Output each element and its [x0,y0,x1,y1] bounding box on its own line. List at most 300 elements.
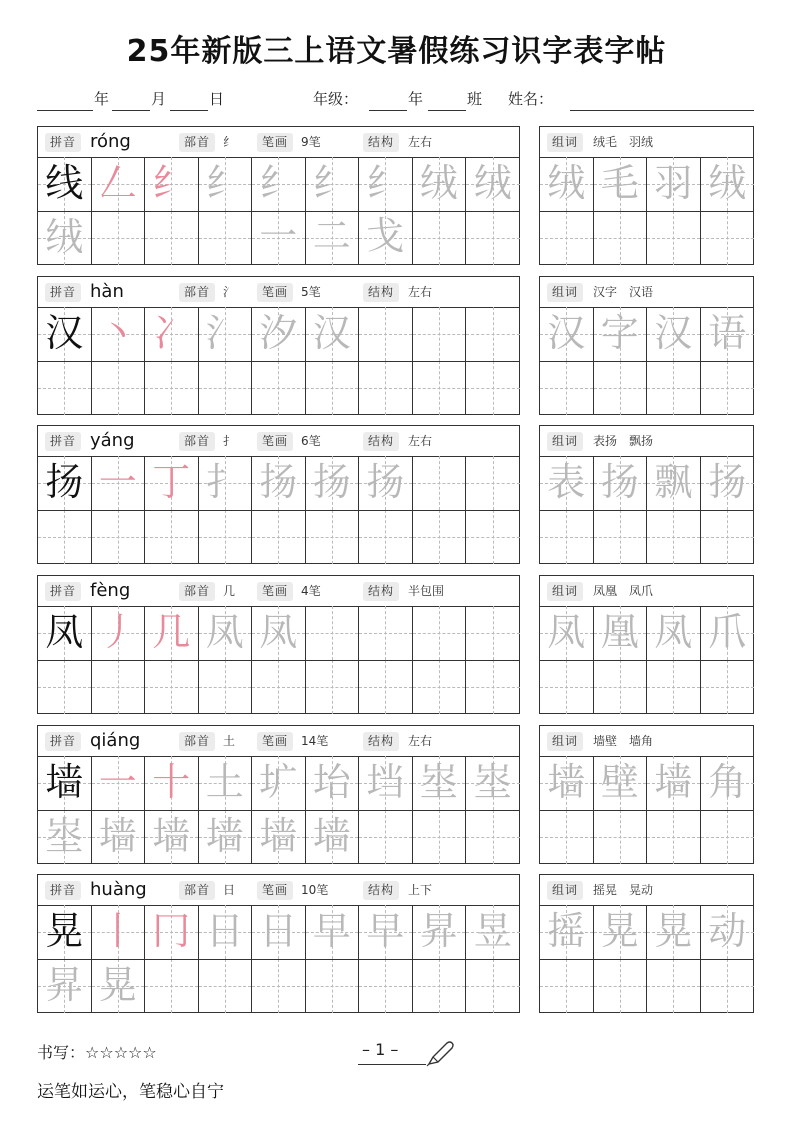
grid-cell[interactable] [413,606,467,660]
cell-guide-vertical [385,211,386,265]
grid-cell[interactable] [359,510,413,564]
rating-label: 书写：☆☆☆☆☆ [37,1043,157,1062]
cell-guide-vertical [225,510,226,564]
grid-cell[interactable] [359,810,413,864]
grid-cell[interactable] [199,905,253,959]
grid-cell[interactable] [594,660,648,714]
grid-cell[interactable] [540,756,594,810]
grid-cell[interactable] [306,905,360,959]
words-tag: 组词 [547,133,583,152]
character-block [0,575,793,715]
grid-cell[interactable] [701,905,755,959]
grid-cell[interactable] [413,510,467,564]
grid-cell[interactable] [145,157,199,211]
grid-cell[interactable] [145,361,199,415]
grid-cell[interactable] [647,810,701,864]
trace-character: 绒 [547,161,586,205]
grid-cell[interactable] [92,211,146,265]
structure-value: 上下 [408,883,433,897]
grid-cell[interactable] [413,810,467,864]
grid-cell[interactable] [145,307,199,361]
grid-cell[interactable] [252,307,306,361]
cell-guide-vertical [727,660,728,714]
model-character: 汉 [45,311,84,355]
radical-tag: 部首 [179,881,215,900]
grid-cell[interactable] [92,456,146,510]
character-info-header [38,576,519,607]
stroke-step-character: 丿 [98,610,137,654]
grid-cell[interactable] [199,456,253,510]
year-blank[interactable] [37,110,93,111]
grid-cell[interactable] [199,756,253,810]
character-info-header [38,726,519,757]
grid-cell[interactable] [466,307,520,361]
grid-cell[interactable] [701,810,755,864]
grid-cell[interactable] [199,157,253,211]
strokes-tag: 笔画 [257,732,293,751]
grid-cell[interactable] [466,456,520,510]
grid-cell[interactable] [92,660,146,714]
grid-row [540,660,753,714]
grid-cell[interactable] [38,810,92,864]
cell-guide-vertical [566,959,567,1013]
grid-cell[interactable] [145,905,199,959]
grid-cell[interactable] [145,510,199,564]
grid-cell[interactable] [252,606,306,660]
grid-cell[interactable] [252,905,306,959]
grid-cell[interactable] [647,905,701,959]
trace-character: 土 [205,760,244,804]
cell-guide-vertical [439,456,440,510]
trace-character: 绒 [419,161,458,205]
cell-guide-vertical [278,959,279,1013]
stroke-step-character: 𠃋 [98,161,137,205]
structure-value: 左右 [408,734,433,748]
trace-character: 日 [205,909,244,953]
grid-cell[interactable] [38,756,92,810]
cell-guide-vertical [171,361,172,415]
cell-guide-vertical [673,361,674,415]
grid-cell[interactable] [199,660,253,714]
trace-character: 墙 [547,760,586,804]
grid-cell[interactable] [647,307,701,361]
grid-cell[interactable] [413,456,467,510]
cell-guide-vertical [727,510,728,564]
day-blank[interactable] [170,110,208,111]
cell-guide-vertical [566,510,567,564]
cell-guide-vertical [566,810,567,864]
cell-guide-vertical [385,660,386,714]
grid-cell[interactable] [594,959,648,1013]
grid-cell[interactable] [145,211,199,265]
trace-character: 昇 [45,963,84,1007]
name-label: 姓名： [508,90,554,108]
grid-cell[interactable] [594,756,648,810]
grid-cell[interactable] [594,606,648,660]
grid-cell[interactable] [306,959,360,1013]
cell-guide-vertical [620,361,621,415]
grid-cell[interactable] [540,307,594,361]
grid-cell[interactable] [701,361,755,415]
strokes-value: 4笔 [301,584,321,598]
grid-cell[interactable] [466,606,520,660]
strokes-value: 10笔 [301,883,329,897]
class-label: 班 [467,90,483,108]
trace-character: 纟一 [259,161,298,258]
word-practice-box [539,874,754,1013]
grid-cell[interactable] [466,810,520,864]
grid-row [38,510,519,564]
grid-cell[interactable] [359,456,413,510]
cell-guide-vertical [493,810,494,864]
cell-guide-vertical [118,660,119,714]
trace-character: 角 [708,760,747,804]
grid-cell[interactable] [252,756,306,810]
grid-cell[interactable] [92,606,146,660]
grid-cell[interactable] [594,157,648,211]
grid-cell[interactable] [359,157,413,258]
grid-cell[interactable] [540,905,594,959]
grid-row [38,660,519,714]
grid-cell[interactable] [540,361,594,415]
cell-guide-vertical [64,660,65,714]
practice-grid-box [37,575,520,714]
info-row [0,88,793,114]
cell-guide-vertical [385,361,386,415]
grid-cell[interactable] [701,157,755,211]
radical-value: 土 [223,734,236,748]
grid-cell[interactable] [359,307,413,361]
word-header [540,726,753,757]
grid-cell[interactable] [92,810,146,864]
grid-cell[interactable] [359,959,413,1013]
grid-cell[interactable] [38,211,92,265]
strokes-value: 6笔 [301,434,321,448]
class-blank[interactable] [428,110,466,111]
grid-cell[interactable] [38,959,92,1013]
grid-cell[interactable] [540,157,594,211]
character-info-header [38,277,519,308]
grid-row [540,810,753,864]
grid-cell[interactable] [647,959,701,1013]
grid-cell[interactable] [306,307,360,361]
grid-cell[interactable] [701,756,755,810]
grid-cell[interactable] [359,660,413,714]
grid-cell[interactable] [199,810,253,864]
words-tag: 组词 [547,881,583,900]
grid-cell[interactable] [594,510,648,564]
pinyin-tag: 拼音 [45,133,81,152]
pinyin-value: fèng [90,580,131,601]
cell-guide-vertical [225,959,226,1013]
grid-row [540,756,753,810]
cell-guide-vertical [225,361,226,415]
grid-cell[interactable] [466,510,520,564]
grid-cell[interactable] [252,660,306,714]
grid-cell[interactable] [199,211,253,265]
trace-character: 早 [366,909,405,953]
grid-cell[interactable] [199,307,253,361]
grid-cell[interactable] [199,361,253,415]
grid-cell[interactable] [594,361,648,415]
trace-character: 墙 [312,814,351,858]
trace-character: 墙 [205,814,244,858]
grid-cell[interactable] [466,361,520,415]
grid-cell[interactable] [145,959,199,1013]
words-tag: 组词 [547,732,583,751]
grid-cell[interactable] [38,361,92,415]
grid-cell[interactable] [647,756,701,810]
cell-guide-vertical [225,211,226,265]
trace-character: 墙 [259,814,298,858]
grid-row-divider [38,660,519,661]
grid-cell[interactable] [413,660,467,714]
grid-cell[interactable] [413,361,467,415]
strokes-tag: 笔画 [257,283,293,302]
grid-cell[interactable] [306,510,360,564]
word-practice-box [539,575,754,714]
structure-tag: 结构 [363,133,399,152]
grid-cell[interactable] [540,456,594,510]
grid-cell[interactable] [145,756,199,810]
structure-tag: 结构 [363,732,399,751]
grid-cell[interactable] [306,606,360,660]
grid-cell[interactable] [92,510,146,564]
grid-cell[interactable] [413,157,467,211]
cell-guide-vertical [278,660,279,714]
grid-cell[interactable] [199,510,253,564]
structure-value: 左右 [408,135,433,149]
cell-guide-vertical [493,456,494,510]
character-block [0,425,793,565]
grid-cell[interactable] [466,211,520,265]
cell-guide-vertical [332,211,333,265]
grid-cell[interactable] [252,510,306,564]
cell-guide-vertical [493,660,494,714]
words-tag: 组词 [547,432,583,451]
character-block [0,874,793,1014]
grid-row-divider [540,810,753,811]
cell-guide-vertical [673,510,674,564]
cell-guide-vertical [439,361,440,415]
structure-tag: 结构 [363,432,399,451]
grid-cell[interactable] [701,660,755,714]
grade-year-label: 年 [408,90,424,108]
radical-value: 几 [223,584,236,598]
grid-cell[interactable] [540,211,594,265]
grid-cell[interactable] [594,211,648,265]
grid-cell[interactable] [38,307,92,361]
day-label: 日 [209,90,225,108]
grid-cell[interactable] [252,959,306,1013]
radical-value: 纟 [223,135,236,149]
cell-guide-vertical [566,211,567,265]
grid-cell[interactable] [38,157,92,211]
grid-row [540,905,753,959]
cell-guide-vertical [332,361,333,415]
radical-tag: 部首 [179,283,215,302]
strokes-tag: 笔画 [257,881,293,900]
grid-cell[interactable] [252,810,306,864]
words-value: 表扬 飘扬 [593,434,654,448]
grid-cell[interactable] [145,810,199,864]
grid-cell[interactable] [92,157,146,211]
grid-cell[interactable] [359,211,413,265]
grid-cell[interactable] [701,959,755,1013]
grid-cell[interactable] [92,905,146,959]
grid-cell[interactable] [647,211,701,265]
grid-row-divider [540,510,753,511]
cell-guide-vertical [385,307,386,361]
grid-cell[interactable] [92,756,146,810]
grid-cell[interactable] [540,606,594,660]
grid-cell[interactable] [466,905,520,959]
word-header [540,426,753,457]
grid-cell[interactable] [701,307,755,361]
grid-cell[interactable] [92,361,146,415]
grid-cell[interactable] [306,361,360,415]
grid-cell[interactable] [38,905,92,959]
trace-character: 汉 [312,311,351,355]
grid-cell[interactable] [466,756,520,810]
name-blank[interactable] [570,110,754,111]
grid-cell[interactable] [413,959,467,1013]
pinyin-tag: 拼音 [45,732,81,751]
grid-cell[interactable] [647,510,701,564]
grid-cell[interactable] [466,660,520,714]
structure-tag: 结构 [363,582,399,601]
grid-cell[interactable] [199,606,253,660]
grid-row-divider [38,211,519,212]
motto: 运笔如运心，笔稳心自宁 [37,1082,224,1102]
cell-guide-vertical [493,606,494,660]
grid-row-divider [38,510,519,511]
grid-cell[interactable] [594,810,648,864]
grid-cell[interactable] [145,660,199,714]
grid-cell[interactable] [306,211,360,265]
grid-cell[interactable] [647,456,701,510]
cell-guide-vertical [727,211,728,265]
grid-row [38,810,519,864]
grid-cell[interactable] [199,959,253,1013]
trace-character: 圹 [259,760,298,804]
stroke-step-character: 一 [98,760,137,804]
month-blank[interactable] [112,110,150,111]
grid-cell[interactable] [594,307,648,361]
pinyin-tag: 拼音 [45,283,81,302]
grid-cell[interactable] [252,157,306,258]
grid-cell[interactable] [38,510,92,564]
trace-character: 汉 [547,311,586,355]
grid-cell[interactable] [306,660,360,714]
practice-grid-box [37,725,520,864]
trace-character: 语 [708,311,747,355]
grid-row [38,905,519,959]
grid-cell[interactable] [701,510,755,564]
grid-cell[interactable] [92,307,146,361]
stroke-step-character: 丨 [98,909,137,953]
cell-guide-vertical [118,361,119,415]
radical-value: 扌 [223,434,236,448]
grid-row [540,456,753,510]
grid-cell[interactable] [594,905,648,959]
grid-cell[interactable] [540,510,594,564]
stroke-step-character: 冫 [152,311,191,355]
grid-cell[interactable] [413,756,467,810]
grid-row [540,307,753,361]
grid-cell[interactable] [359,756,413,810]
page-title: 25年新版三上语文暑假练习识字表字帖 [126,34,667,69]
grid-cell[interactable] [540,959,594,1013]
pinyin-tag: 拼音 [45,432,81,451]
character-info-header [38,875,519,906]
grade-year-blank[interactable] [369,110,407,111]
trace-character: 爪 [708,610,747,654]
grid-cell[interactable] [701,606,755,660]
grid-cell[interactable] [38,660,92,714]
grid-cell[interactable] [145,456,199,510]
grid-cell[interactable] [647,361,701,415]
character-block [0,276,793,416]
grid-cell[interactable] [306,456,360,510]
grid-cell[interactable] [701,211,755,265]
words-value: 绒毛 羽绒 [593,135,654,149]
pinyin-tag: 拼音 [45,582,81,601]
pinyin-value: róng [90,131,131,152]
grid-cell[interactable] [540,660,594,714]
grid-cell[interactable] [594,456,648,510]
grid-cell[interactable] [413,905,467,959]
trace-character: 垱 [366,760,405,804]
grid-cell[interactable] [252,456,306,510]
grid-cell[interactable] [466,959,520,1013]
grid-cell[interactable] [252,361,306,415]
model-character: 线 [45,161,84,205]
cell-guide-vertical [278,361,279,415]
trace-character: 扬 [366,460,405,504]
grid-cell[interactable] [413,307,467,361]
cell-guide-vertical [171,959,172,1013]
grid-cell[interactable] [145,606,199,660]
grid-cell[interactable] [252,211,306,265]
trace-character: 汐 [259,311,298,355]
practice-grid-box [37,425,520,564]
grid-cell[interactable] [359,606,413,660]
grid-cell[interactable] [647,157,701,211]
grid-row [38,606,519,660]
trace-character: 扬 [708,460,747,504]
grid-cell[interactable] [540,810,594,864]
cell-guide-vertical [385,959,386,1013]
grid-cell[interactable] [306,157,360,258]
pinyin-value: hàn [90,281,124,302]
grid-cell[interactable] [647,606,701,660]
grid-cell[interactable] [413,211,467,265]
word-header [540,277,753,308]
grid-cell[interactable] [306,756,360,810]
grid-cell[interactable] [701,456,755,510]
grid-cell[interactable] [359,905,413,959]
grid-cell[interactable] [647,660,701,714]
grid-cell[interactable] [38,456,92,510]
grid-cell[interactable] [38,606,92,660]
grid-cell[interactable] [306,810,360,864]
grid-cell[interactable] [359,361,413,415]
word-practice-box [539,425,754,564]
grid-cell[interactable] [466,157,520,211]
grid-cell[interactable] [92,959,146,1013]
pinyin-value: yáng [90,430,135,451]
